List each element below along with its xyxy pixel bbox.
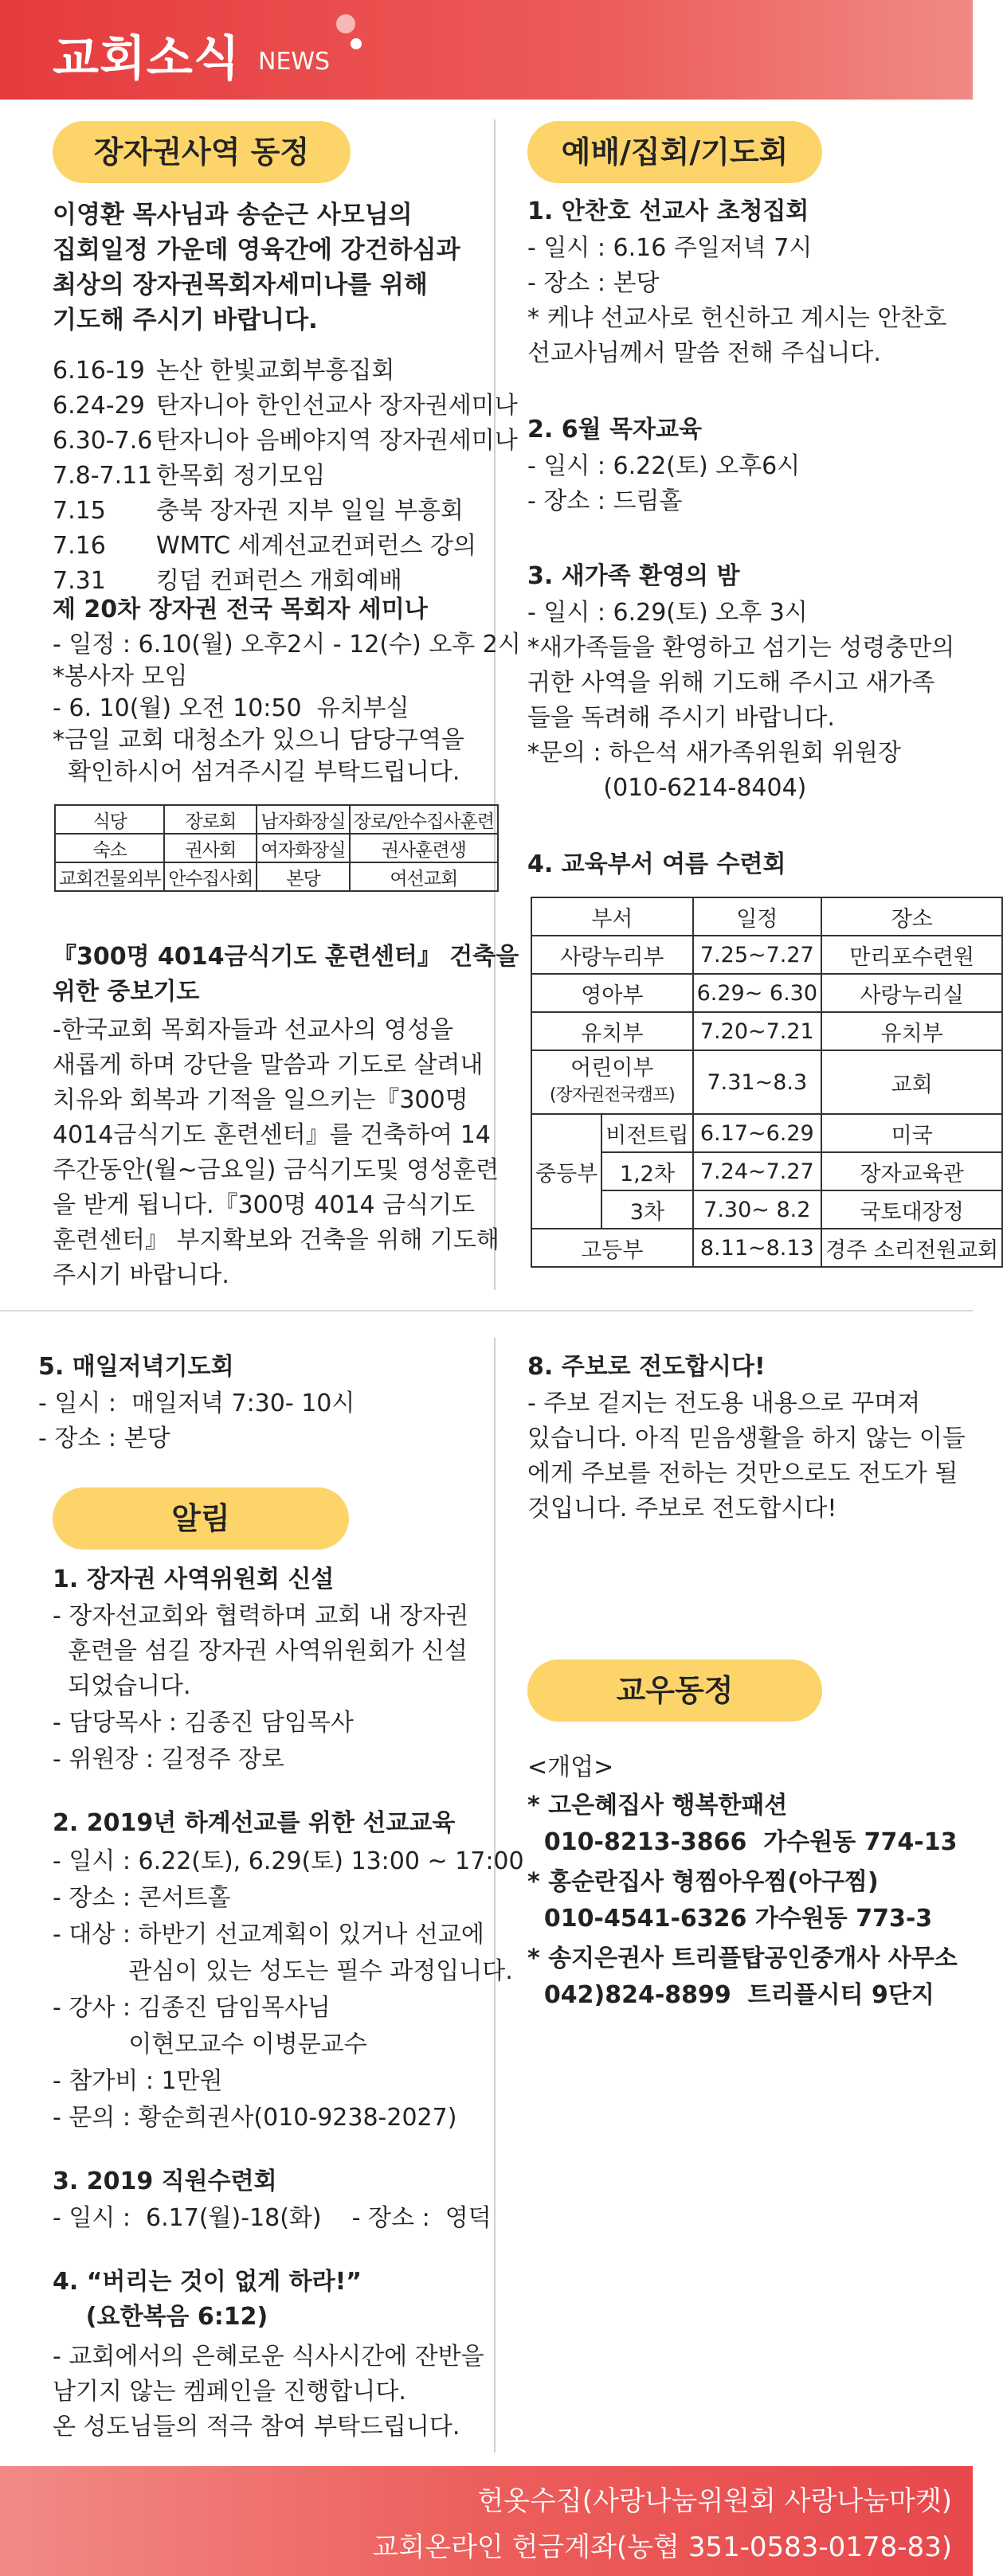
schedule-date: 7.31 [53,567,106,595]
table-cell: 권사훈련생 [350,834,499,862]
table-cell: 유치부 [821,1012,1002,1050]
table-cell: 여자화장실 [257,834,349,862]
table-cell: 6.17~6.29 [693,1114,821,1152]
prayer-line: 훈련센터』 부지확보와 건축을 위해 기도해 [53,1226,500,1254]
prayer-line: 치유와 회복과 기적을 일으키는『300명 [53,1086,468,1114]
table-row [531,1050,1002,1114]
worship-title: 1. 안찬호 선교사 초청집회 [527,197,809,225]
schedule-event: 충북 장자권 지부 일일 부흥회 [156,497,464,525]
table-cell: 비전트립 [601,1114,692,1152]
table-cell: 경주 소리전원교회 [821,1229,1002,1267]
section-heading-ministry: 장자권사역 동정 [53,121,351,183]
table-cell: 7.20~7.21 [693,1012,821,1050]
section-divider [0,1310,973,1311]
seminar-line: *금일 교회 대청소가 있으니 담당구역을 [53,726,464,754]
section-heading-worship: 예배/집회/기도회 [527,121,822,183]
notice-line: - 강사 : 김종진 담임목사님 [53,1994,331,2022]
worship-line: - 장소 : 드림홀 [527,487,683,515]
daily-prayer-line: - 장소 : 본당 [38,1425,170,1452]
member-business-info: 010-8213-3866 가수원동 774-13 [527,1828,958,1856]
table-row [531,897,1002,936]
seminar-title: 제 20차 장자권 전국 목회자 세미나 [53,596,428,623]
table-header: 부서 [531,897,693,936]
worship-line: - 장소 : 본당 [527,269,660,297]
worship-title: 2. 6월 목자교육 [527,416,702,444]
table-cell: 국토대장정 [821,1190,1002,1229]
prayer-line: 주시기 바랍니다. [53,1261,229,1289]
table-cell: 숙소 [55,834,164,862]
schedule-date: 7.15 [53,497,106,525]
table-cell [531,1050,693,1114]
table-cell: 권사회 [164,834,257,862]
table-cell: 3차 [601,1190,692,1229]
ministry-intro-line: 기도해 주시기 바랍니다. [53,306,318,334]
prayer-line: 4014금식기도 훈련센터』를 건축하여 14 [53,1121,491,1149]
table-cell: 유치부 [531,1012,693,1050]
table-cell: 7.31~8.3 [693,1050,821,1114]
table-cell: 식당 [55,805,164,834]
table-cell: 7.30~ 8.2 [693,1190,821,1229]
table-row [531,1190,1002,1229]
cleaning-table [54,804,499,892]
notice-line: - 장자선교회와 협력하며 교회 내 장자권 [53,1602,469,1630]
table-cell: 1,2차 [601,1152,692,1190]
worship-line: - 일시 : 6.29(토) 오후 3시 [527,599,808,627]
notice-line: 훈련을 섬길 장자권 사역위원회가 신설 [53,1637,468,1665]
table-cell: 사랑누리실 [821,974,1002,1012]
table-cell: 장로회 [164,805,257,834]
seminar-line: - 일정 : 6.10(월) 오후2시 - 12(수) 오후 2시 [53,631,521,659]
notice-line: 남기지 않는 켐페인을 진행합니다. [53,2378,406,2406]
page-footer [0,2466,973,2576]
ministry-intro-line: 이영환 목사님과 송순근 사모님의 [53,201,413,229]
table-cell: 본당 [257,862,349,891]
prayer-line: -한국교회 목회자들과 선교사의 영성을 [53,1016,454,1044]
worship-title: 3. 새가족 환영의 밤 [527,562,740,590]
seminar-line: - 6. 10(월) 오전 10:50 유치부실 [53,694,409,722]
member-business-name: * 고은혜집사 행복한패션 [527,1792,788,1820]
notice-line: - 담당목사 : 김종진 담임목사 [53,1709,354,1737]
worship-line: 들을 독려해 주시기 바랍니다. [527,704,835,732]
table-cell: 사랑누리부 [531,936,693,974]
notice-line: - 일시 : 6.17(월)-18(화) - 장소 : 영덕 [53,2204,492,2232]
footer-line: 헌옷수집(사랑나눔위원회 사랑나눔마켓) [477,2485,952,2517]
table-cell: 6.29~ 6.30 [693,974,821,1012]
table-cell: 고등부 [531,1229,693,1267]
schedule-event: 논산 한빛교회부흥집회 [156,357,395,385]
member-business-info: 042)824-8899 트리플시티 9단지 [527,1981,934,2009]
worship-title: 4. 교육부서 여름 수련회 [527,850,786,878]
notice-title: (요한복음 6:12) [53,2303,268,2331]
table-row [531,1152,1002,1190]
table-row [55,862,498,891]
table-cell: 여선교회 [350,862,499,891]
schedule-date: 6.16-19 [53,357,145,385]
table-cell: 중등부 [531,1114,601,1229]
schedule-date: 6.30-7.6 [53,427,153,455]
notice-title: 3. 2019 직원수련회 [53,2168,277,2195]
evangelism-line: 에게 주보를 전하는 것만으로도 전도가 될 [527,1460,958,1487]
education-table [531,897,1003,1268]
worship-line: - 일시 : 6.16 주일저녁 7시 [527,234,813,262]
worship-line: (010-6214-8404) [527,774,807,802]
table-cell: 미국 [821,1114,1002,1152]
notice-line: 이현모교수 이병문교수 [53,2031,367,2058]
prayer-line: 주간동안(월~금요일) 금식기도및 영성훈련 [53,1156,500,1184]
notice-line: 관심이 있는 성도는 필수 과정입니다. [53,1957,513,1985]
prayer-title: 위한 중보기도 [53,978,200,1006]
table-row [531,1114,1002,1152]
worship-line: *새가족들을 환영하고 섬기는 성령충만의 [527,634,955,662]
table-cell: 만리포수련원 [821,936,1002,974]
schedule-date: 7.16 [53,532,106,560]
notice-line: 온 성도님들의 적극 참여 부탁드립니다. [53,2413,460,2441]
notice-title: 2. 2019년 하계선교를 위한 선교교육 [53,1809,456,1837]
notice-title: 4. “버리는 것이 없게 하라!” [53,2268,362,2296]
section-heading-members: 교우동정 [527,1659,822,1722]
schedule-date: 7.8-7.11 [53,462,153,490]
table-cell-line: 어린이부 [570,1056,654,1081]
decorative-dot [351,38,362,49]
table-header: 장소 [821,897,1002,936]
notice-line: - 교회에서의 은혜로운 식사시간에 잔반을 [53,2343,484,2371]
notice-title: 1. 장자권 사역위원회 신설 [53,1566,335,1593]
footer-line: 교회온라인 헌금계좌(농협 351-0583-0178-83) [372,2531,952,2563]
notice-line: - 참가비 : 1만원 [53,2067,223,2095]
page-header [0,0,973,100]
table-cell: 장자교육관 [821,1152,1002,1190]
decorative-dot [336,14,355,33]
schedule-event: 탄자니아 음베야지역 장자권세미나 [156,427,518,455]
prayer-line: 을 받게 됩니다.『300명 4014 금식기도 [53,1191,476,1219]
table-cell: 영아부 [531,974,693,1012]
table-cell: 장로/안수집사훈련 [350,805,499,834]
ministry-intro-line: 집회일정 가운데 영육간에 강건하심과 [53,236,460,264]
schedule-event: 한목회 정기모임 [156,462,326,490]
schedule-event: WMTC 세계선교컨퍼런스 강의 [156,532,476,560]
table-row [531,974,1002,1012]
evangelism-title: 8. 주보로 전도합시다! [527,1353,766,1381]
daily-prayer-title: 5. 매일저녁기도회 [38,1353,234,1381]
table-cell: 안수집사회 [164,862,257,891]
page-subtitle: NEWS [258,48,331,76]
column-divider [494,1338,496,2453]
table-cell: 교회건물외부 [55,862,164,891]
table-row [531,1229,1002,1267]
notice-line: 되었습니다. [53,1672,191,1700]
notice-line: - 장소 : 콘서트홀 [53,1884,231,1912]
table-cell: 교회 [821,1050,1002,1114]
notice-line: - 일시 : 6.22(토), 6.29(토) 13:00 ~ 17:00 [53,1847,524,1875]
schedule-event: 탄자니아 한인선교사 장자권세미나 [156,392,518,420]
ministry-intro-line: 최상의 장자권목회자세미나를 위해 [53,271,428,299]
table-cell: 8.11~8.13 [693,1229,821,1267]
worship-line: - 일시 : 6.22(토) 오후6시 [527,452,801,480]
table-header: 일정 [693,897,821,936]
worship-line: 선교사님께서 말씀 전해 주십니다. [527,339,881,367]
table-row [531,936,1002,974]
evangelism-line: 있습니다. 아직 믿음생활을 하지 않는 이들 [527,1425,966,1452]
member-business-info: 010-4541-6326 가수원동 773-3 [527,1905,933,1933]
worship-line: * 케냐 선교사로 헌신하고 계시는 안찬호 [527,304,947,332]
prayer-line: 새롭게 하며 강단을 말씀과 기도로 살려내 [53,1051,484,1079]
notice-line: - 위원장 : 길정주 장로 [53,1745,284,1773]
section-heading-notice: 알림 [53,1487,349,1550]
worship-line: *문의 : 하은석 새가족위원회 위원장 [527,739,901,767]
member-business-name: * 송지은권사 트리플탑공인중개사 사무소 [527,1945,958,1972]
evangelism-line: 것입니다. 주보로 전도합시다! [527,1495,837,1523]
member-business-name: * 홍순란집사 형찜아우찜(아구찜) [527,1868,879,1896]
table-row [55,805,498,834]
table-cell-line: (장자권전국캠프) [549,1085,675,1105]
worship-line: 귀한 사역을 위해 기도해 주시고 새가족 [527,669,935,697]
table-row [55,834,498,862]
table-cell: 남자화장실 [257,805,349,834]
seminar-line: 확인하시어 섬겨주시길 부탁드립니다. [53,758,460,786]
column-divider [494,119,496,1290]
table-cell: 7.24~7.27 [693,1152,821,1190]
table-row [531,1012,1002,1050]
daily-prayer-line: - 일시 : 매일저녁 7:30- 10시 [38,1390,355,1417]
notice-line: - 문의 : 황순희권사(010-9238-2027) [53,2104,457,2132]
notice-line: - 대상 : 하반기 선교계획이 있거나 선교에 [53,1921,484,1949]
evangelism-line: - 주보 겉지는 전도용 내용으로 꾸며져 [527,1390,921,1417]
members-subheading: <개업> [527,1753,614,1781]
page-title: 교회소식 [53,31,241,87]
table-cell: 7.25~7.27 [693,936,821,974]
seminar-line: *봉사자 모임 [53,663,188,690]
schedule-date: 6.24-29 [53,392,145,420]
prayer-title: 『300명 4014금식기도 훈련센터』 건축을 [53,943,519,971]
schedule-event: 킹덤 컨퍼런스 개회예배 [156,567,402,595]
